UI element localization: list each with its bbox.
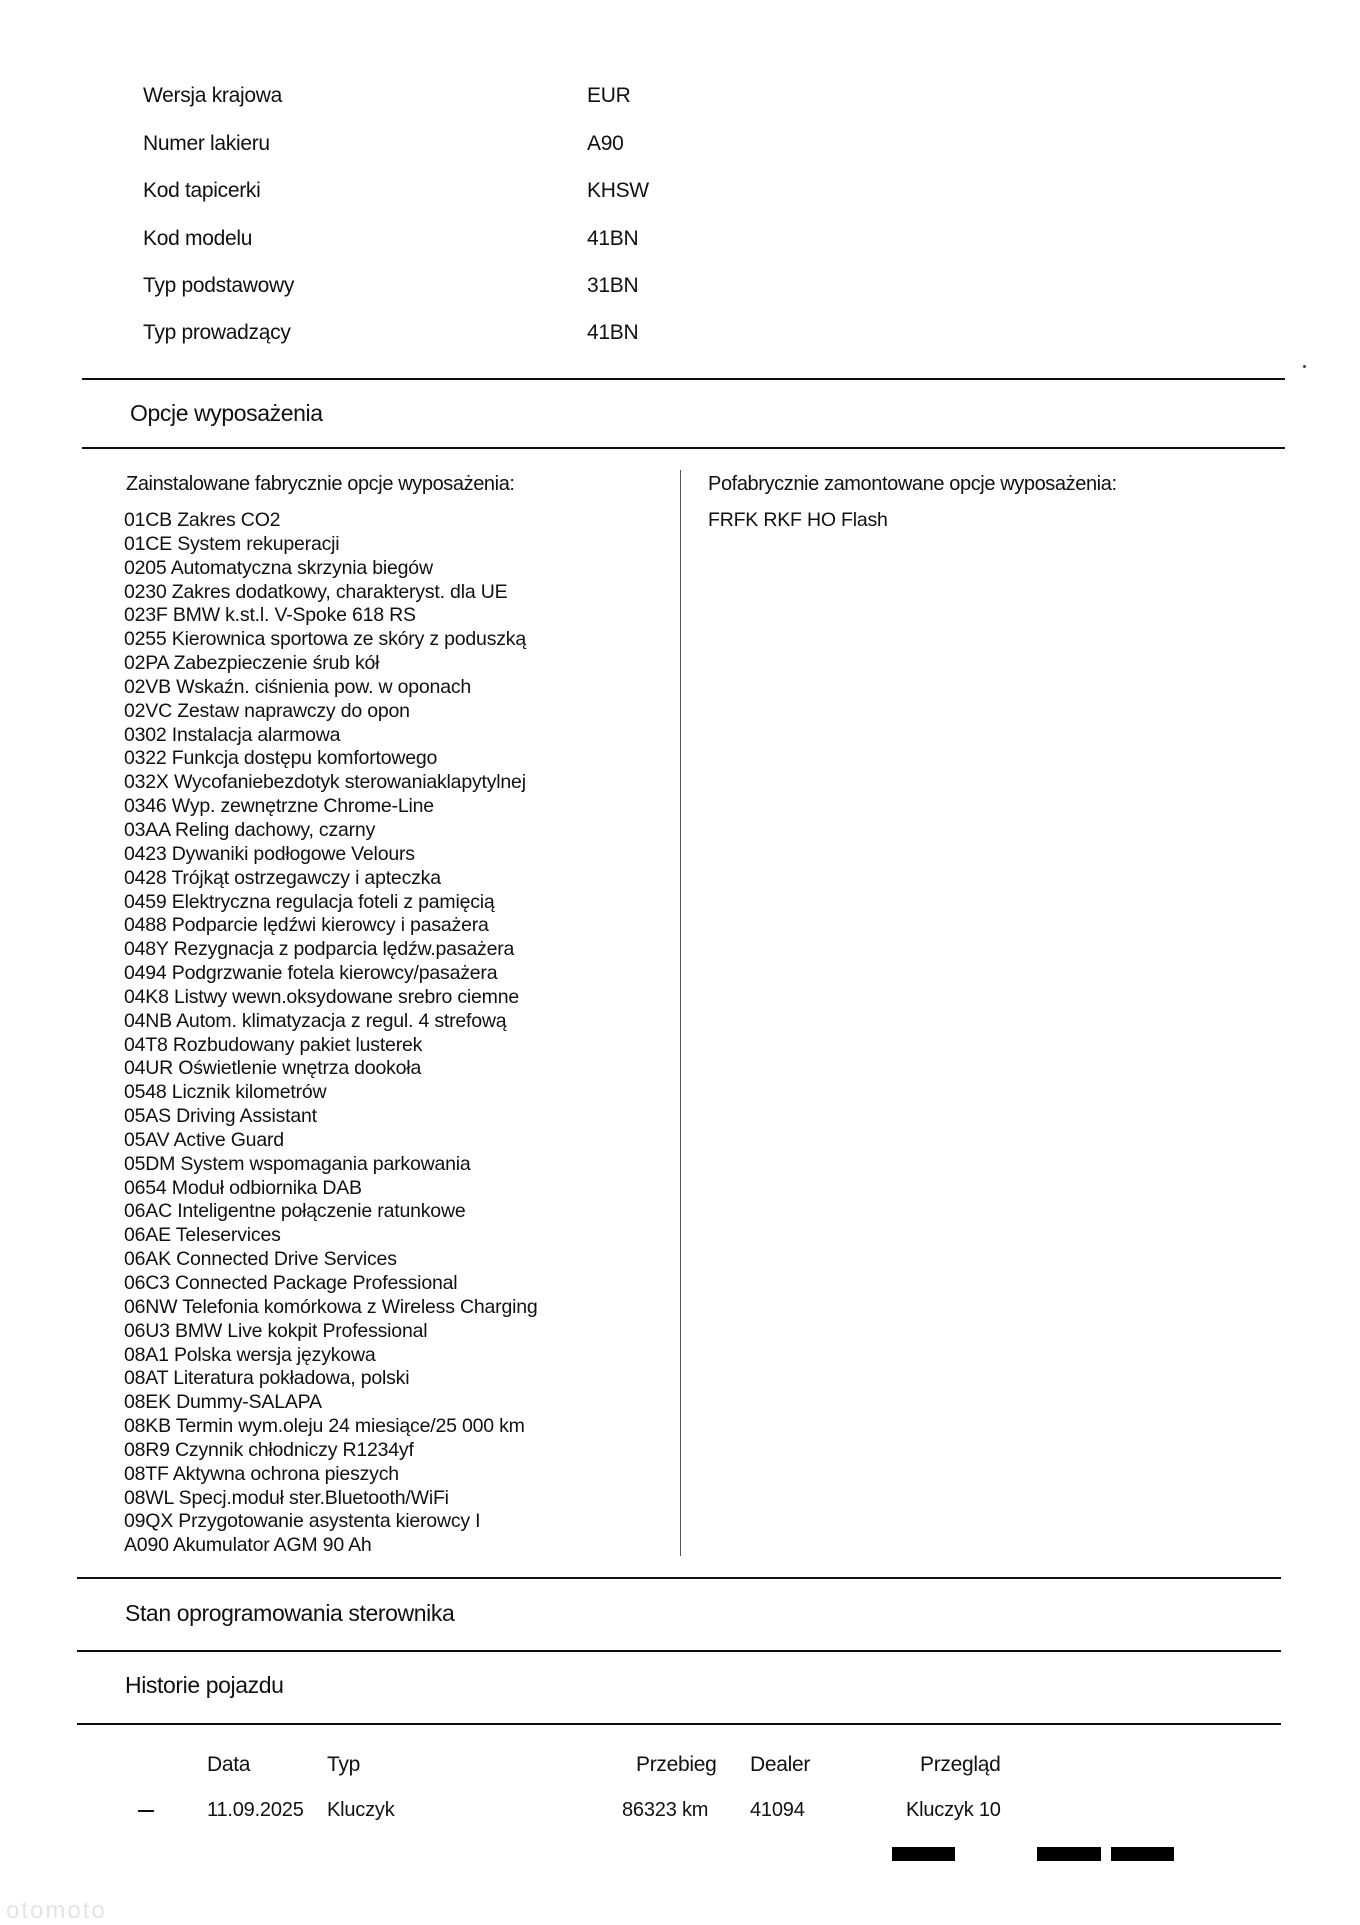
history-date: 11.09.2025 bbox=[207, 1799, 304, 1821]
divider bbox=[77, 1723, 1281, 1725]
list-item: 06NW Telefonia komórkowa z Wireless Charging bbox=[124, 1295, 538, 1318]
field-label: Wersja krajowa bbox=[143, 84, 282, 107]
column-divider bbox=[680, 470, 681, 1556]
software-section-title: Stan oprogramowania sterownika bbox=[125, 1600, 455, 1626]
list-item: 04UR Oświetlenie wnętrza dookoła bbox=[124, 1057, 422, 1080]
divider bbox=[77, 1650, 1281, 1652]
divider bbox=[82, 378, 1285, 380]
list-item: 01CE System rekuperacji bbox=[124, 532, 340, 555]
list-item: 08EK Dummy-SALAPA bbox=[124, 1391, 322, 1414]
field-value: A90 bbox=[587, 132, 624, 155]
redaction-bar bbox=[892, 1847, 955, 1861]
list-item: 0255 Kierownica sportowa ze skóry z poduszką bbox=[124, 628, 526, 651]
list-item: 0488 Podparcie lędźwi kierowcy i pasażera bbox=[124, 914, 489, 937]
column-header-date: Data bbox=[207, 1753, 251, 1776]
list-item: 02PA Zabezpieczenie śrub kół bbox=[124, 652, 380, 675]
list-item: 08TF Aktywna ochrona pieszych bbox=[124, 1462, 399, 1485]
list-item: 032X Wycofaniebezdotyk sterowaniaklapytylnej bbox=[124, 771, 526, 794]
retrofit-options-list bbox=[708, 509, 888, 533]
history-type: Kluczyk bbox=[327, 1799, 395, 1821]
history-inspection: Kluczyk 10 bbox=[906, 1799, 1001, 1821]
column-header-dealer: Dealer bbox=[750, 1753, 811, 1776]
list-item: 06AC Inteligentne połączenie ratunkowe bbox=[124, 1200, 466, 1223]
list-item: 04K8 Listwy wewn.oksydowane srebro ciemne bbox=[124, 985, 519, 1008]
list-item: 08A1 Polska wersja językowa bbox=[124, 1343, 376, 1366]
retrofit-options-heading: Pofabrycznie zamontowane opcje wyposażenia: bbox=[708, 473, 1117, 495]
list-item: 0494 Podgrzwanie fotela kierowcy/pasażera bbox=[124, 962, 498, 985]
list-item: 05DM System wspomagania parkowania bbox=[124, 1152, 471, 1175]
row-marker bbox=[138, 1810, 154, 1812]
column-header-type: Typ bbox=[327, 1753, 360, 1776]
history-mileage: 86323 km bbox=[622, 1799, 709, 1821]
list-item: 06AK Connected Drive Services bbox=[124, 1248, 397, 1271]
field-label: Numer lakieru bbox=[143, 132, 270, 155]
scan-speck bbox=[1303, 365, 1306, 368]
list-item: 08R9 Czynnik chłodniczy R1234yf bbox=[124, 1438, 414, 1461]
list-item: FRFK RKF HO Flash bbox=[708, 509, 888, 531]
list-item: A090 Akumulator AGM 90 Ah bbox=[124, 1534, 372, 1557]
field-label: Typ prowadzący bbox=[143, 321, 291, 344]
list-item: 0428 Trójkąt ostrzegawczy i apteczka bbox=[124, 866, 441, 889]
list-item: 08AT Literatura pokładowa, polski bbox=[124, 1367, 410, 1390]
list-item: 0459 Elektryczna regulacja foteli z pamięcią bbox=[124, 890, 495, 913]
field-value: 41BN bbox=[587, 321, 639, 344]
list-item: 03AA Reling dachowy, czarny bbox=[124, 818, 376, 841]
divider bbox=[82, 447, 1285, 449]
list-item: 0654 Moduł odbiornika DAB bbox=[124, 1176, 362, 1199]
list-item: 048Y Rezygnacja z podparcia lędźw.pasażera bbox=[124, 938, 515, 961]
list-item: 06U3 BMW Live kokpit Professional bbox=[124, 1319, 428, 1342]
list-item: 0322 Funkcja dostępu komfortowego bbox=[124, 747, 438, 770]
history-section-title: Historie pojazdu bbox=[125, 1672, 284, 1698]
field-value: 31BN bbox=[587, 274, 639, 297]
list-item: 05AS Driving Assistant bbox=[124, 1105, 317, 1128]
field-label: Kod modelu bbox=[143, 227, 253, 250]
redaction-bar bbox=[1037, 1847, 1101, 1861]
list-item: 08WL Specj.moduł ster.Bluetooth/WiFi bbox=[124, 1486, 449, 1509]
options-section-title: Opcje wyposażenia bbox=[130, 400, 323, 426]
list-item: 0230 Zakres dodatkowy, charakteryst. dla UE bbox=[124, 580, 508, 603]
field-value: 41BN bbox=[587, 227, 639, 250]
divider bbox=[77, 1577, 1281, 1579]
list-item: 06C3 Connected Package Professional bbox=[124, 1272, 458, 1294]
list-item: 023F BMW k.st.l. V-Spoke 618 RS bbox=[124, 604, 416, 627]
factory-options-list bbox=[124, 509, 538, 1558]
field-label: Kod tapicerki bbox=[143, 179, 261, 202]
list-item: 08KB Termin wym.oleju 24 miesiące/25 000 km bbox=[124, 1415, 525, 1438]
list-item: 09QX Przygotowanie asystenta kierowcy I bbox=[124, 1510, 481, 1533]
list-item: 04T8 Rozbudowany pakiet lusterek bbox=[124, 1033, 423, 1056]
redaction-bar bbox=[1111, 1847, 1174, 1861]
field-value: EUR bbox=[587, 84, 631, 107]
field-value: KHSW bbox=[587, 179, 649, 202]
column-header-inspection: Przegląd bbox=[920, 1753, 1001, 1776]
list-item: 02VB Wskaźn. ciśnienia pow. w oponach bbox=[124, 675, 472, 698]
list-item: 01CB Zakres CO2 bbox=[124, 509, 281, 531]
column-header-mileage: Przebieg bbox=[636, 1753, 717, 1776]
list-item: 0423 Dywaniki podłogowe Velours bbox=[124, 842, 415, 865]
watermark: otomoto bbox=[6, 1897, 107, 1924]
list-item: 04NB Autom. klimatyzacja z regul. 4 strefową bbox=[124, 1009, 507, 1032]
list-item: 06AE Teleservices bbox=[124, 1224, 281, 1247]
factory-options-heading: Zainstalowane fabrycznie opcje wyposażenia: bbox=[126, 473, 515, 495]
list-item: 05AV Active Guard bbox=[124, 1128, 284, 1151]
list-item: 0548 Licznik kilometrów bbox=[124, 1081, 327, 1104]
list-item: 02VC Zestaw naprawczy do opon bbox=[124, 699, 410, 722]
history-dealer: 41094 bbox=[750, 1799, 805, 1821]
list-item: 0302 Instalacja alarmowa bbox=[124, 723, 341, 746]
field-label: Typ podstawowy bbox=[143, 274, 295, 297]
list-item: 0346 Wyp. zewnętrzne Chrome-Line bbox=[124, 795, 434, 818]
list-item: 0205 Automatyczna skrzynia biegów bbox=[124, 556, 433, 579]
